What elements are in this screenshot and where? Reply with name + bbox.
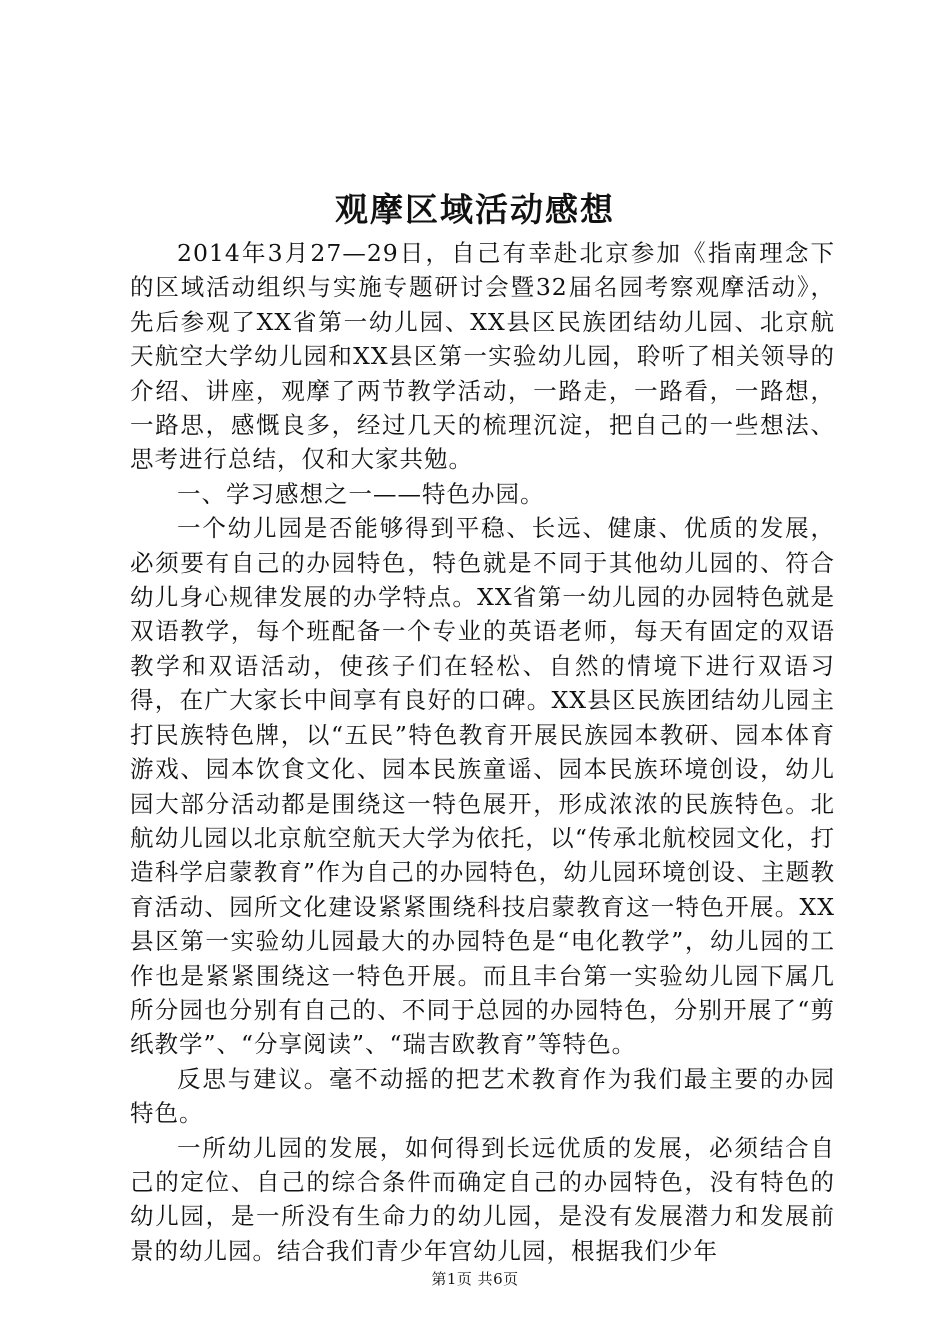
section-heading-1: 一、学习感想之一——特色办园。: [177, 479, 545, 508]
paragraph-intro: 2014年3月27—29日，自己有幸赴北京参加《指南理念下的区域活动组织与实施专题研讨会暨32届名园考察观摩活动》，先后参观了XX省第一幼儿园、XX县区民族团结幼儿园、北京航天航空大学幼儿园和XX县区第一实验幼儿园，聆听了相关领导的介绍、讲座，观摩了两节教学活动，一路走，一路看，一路想，一路思，感慨良多，经过几天的梳理沉淀，把自己的一些想法、思考进行总结，仅和大家共勉。: [130, 239, 835, 474]
paragraph-development: 一所幼儿园的发展，如何得到长远优质的发展，必须结合自己的定位、自己的综合条件而确定自己的办园特色，没有特色的幼儿园，是一所没有生命力的幼儿园，是没有发展潜力和发展前景的幼儿园。结合我们青少年宫幼儿园，根据我们少年: [130, 1133, 835, 1265]
page-footer: 第1页 共6页: [431, 1270, 519, 1288]
document-body: [130, 236, 835, 1268]
paragraph-reflection: 反思与建议。毫不动摇的把艺术教育作为我们最主要的办园特色。: [130, 1064, 835, 1128]
paragraph-special-features: 一个幼儿园是否能够得到平稳、长远、健康、优质的发展，必须要有自己的办园特色，特色就是不同于其他幼儿园的、符合幼儿身心规律发展的办学特点。XX省第一幼儿园的办园特色就是双语教学，每个班配备一个专业的英语老师，每天有固定的双语教学和双语活动，使孩子们在轻松、自然的情境下进行双语习得，在广大家长中间享有良好的口碑。XX县区民族团结幼儿园主打民族特色牌，以“五民”特色教育开展民族园本教研、园本体育游戏、园本饮食文化、园本民族童谣、园本民族环境创设，幼儿园大部分活动都是围绕这一特色展开，形成浓浓的民族特色。北航幼儿园以北京航空航天大学为依托，以“传承北航校园文化，打造科学启蒙教育”作为自己的办园特色，幼儿园环境创设、主题教育活动、园所文化建设紧紧围绕科技启蒙教育这一特色开展。XX县区第一实验幼儿园最大的办园特色是“电化教学”，幼儿园的工作也是紧紧围绕这一特色开展。而且丰台第一实验幼儿园下属几所分园也分别有自己的、不同于总园的办园特色，分别开展了“剪纸教学”、“分享阅读”、“瑞吉欧教育”等特色。: [130, 514, 835, 1059]
document-title: 观摩区域活动感想: [335, 190, 615, 229]
